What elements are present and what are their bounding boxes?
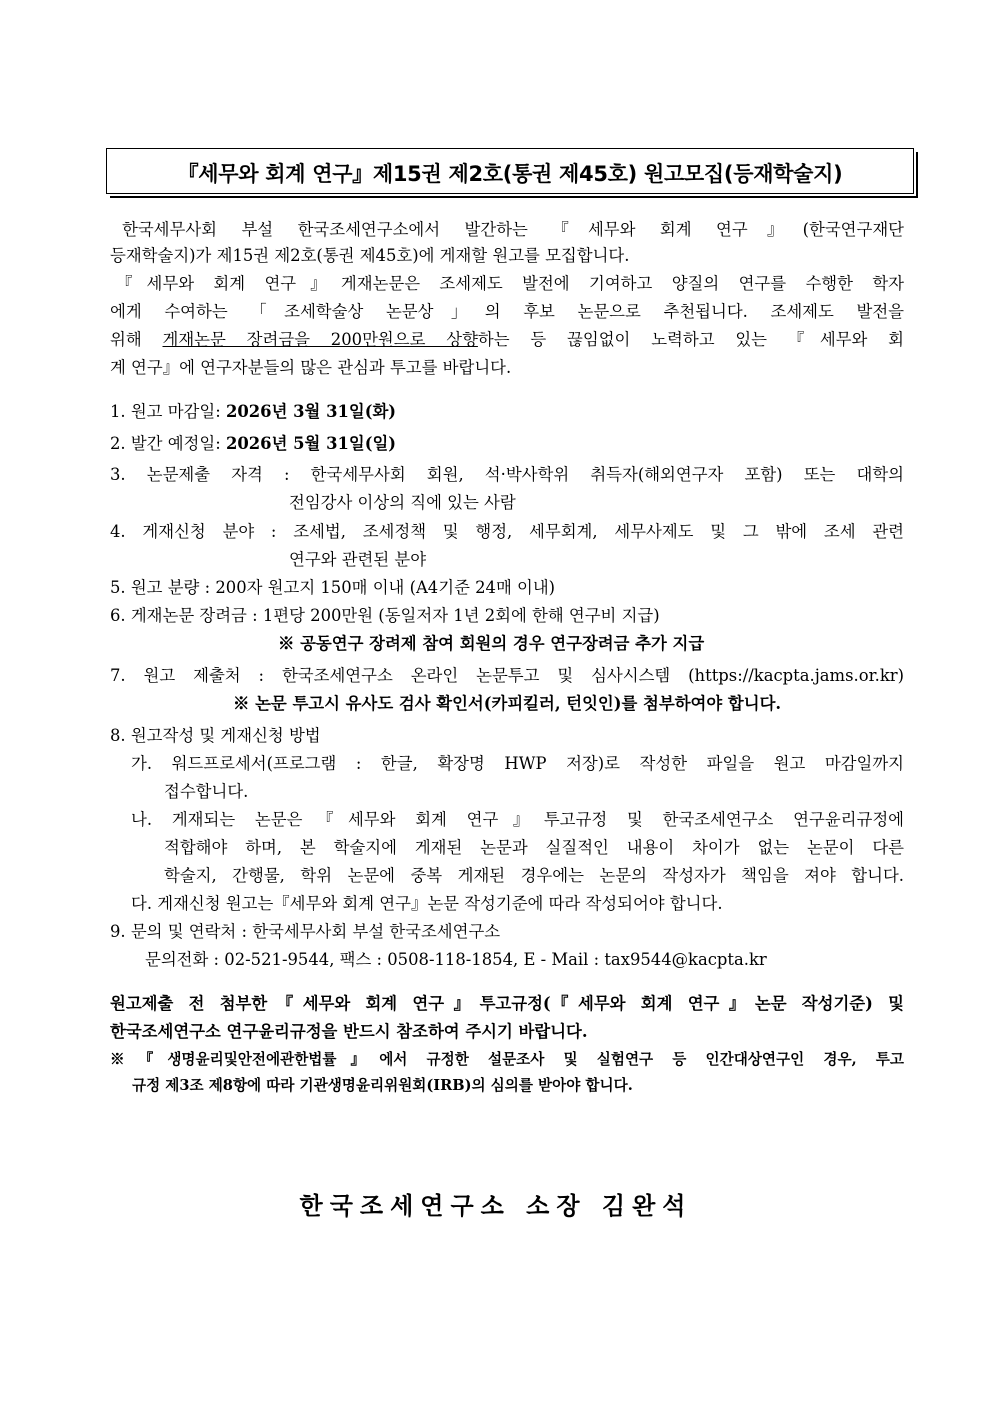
list-item-submission: 7. 원고 제출처 : 한국조세연구소 온라인 논문투고 및 심사시스템 (https://kacpta.jams.or.kr) [110, 666, 904, 685]
signature: 한국조세연구소 소장 김완석 [299, 1191, 693, 1220]
notice-line: 한국조세연구소 연구윤리규정을 반드시 참조하여 주시기 바랍니다. [110, 1022, 588, 1041]
intro-text: 위해 [110, 330, 163, 349]
list-item-length: 5. 원고 분량 : 200자 원고지 150매 이내 (A4기준 24매 이내) [110, 578, 556, 597]
sub-item-continuation: 학술지, 간행물, 학위 논문에 중복 게재된 경우에는 논문의 작성자가 책임을 져야 합니다. [164, 866, 904, 885]
notice-line: 원고제출 전 첨부한『세무와 회계 연구』투고규정(『세무와 회계 연구』논문 작성기준) 및 [110, 994, 904, 1013]
intro-line: 계 연구』에 연구자분들의 많은 관심과 투고를 바랍니다. [110, 358, 512, 377]
list-item-deadline [110, 402, 396, 422]
note-joint-research: ※ 공동연구 장려제 참여 회원의 경우 연구장려금 추가 지급 [278, 634, 705, 653]
list-item-method: 8. 원고작성 및 게재신청 방법 [110, 726, 321, 745]
item-label: 2. 발간 예정일: [110, 434, 226, 453]
page-title: 『세무와 회계 연구』제15권 제2호(통권 제45호) 원고모집(등재학술지) [177, 162, 843, 186]
list-item-contact: 9. 문의 및 연락처 : 한국세무사회 부설 한국조세연구소 [110, 922, 501, 941]
list-item-eligibility: 3. 논문제출 자격 : 한국세무사회 회원, 석·박사학위 취득자(해외연구자 포함) 또는 대학의 [110, 465, 904, 484]
notice-irb-line: 규정 제3조 제8항에 따라 기관생명윤리위원회(IRB)의 심의를 받아야 합니다. [132, 1077, 633, 1094]
sub-item: 나. 게재되는 논문은『세무와 회계 연구』투고규정 및 한국조세연구소 연구윤리규정에 [131, 810, 904, 829]
intro-line: 에게 수여하는 「조세학술상 논문상」의 후보 논문으로 추천됩니다. 조세제도 발전을 [110, 302, 904, 321]
contact-details: 문의전화 : 02-521-9544, 팩스 : 0508-118-1854, E - Mail : tax9544@kacpta.kr [145, 950, 767, 969]
sub-item-continuation: 적합해야 하며, 본 학술지에 게재된 논문과 실질적인 내용이 차이가 없는 논문이 다른 [164, 838, 904, 857]
note-similarity-check: ※ 논문 투고시 유사도 검사 확인서(카피킬러, 턴잇인)를 첨부하여야 합니다. [233, 694, 782, 713]
list-item-continuation: 연구와 관련된 분야 [289, 550, 427, 569]
list-item-publication-date [110, 434, 396, 454]
title-box [106, 148, 914, 194]
notice-irb-line: ※『생명윤리및안전에관한법률』에서 규정한 설문조사 및 실험연구 등 인간대상연구인 경우, 투고 [110, 1051, 904, 1068]
sub-item-continuation: 접수합니다. [164, 782, 249, 801]
intro-line: 등재학술지)가 제15권 제2호(통권 제45호)에 게재할 원고를 모집합니다. [110, 246, 630, 265]
list-item-continuation: 전임강사 이상의 직에 있는 사람 [289, 493, 516, 512]
item-value: 2026년 5월 31일(일) [225, 434, 397, 453]
list-item-field: 4. 게재신청 분야 : 조세법, 조세정책 및 행정, 세무회계, 세무사제도 및 그 밖에 조세 관련 [110, 522, 904, 541]
sub-item: 다. 게재신청 원고는『세무와 회계 연구』논문 작성기준에 따라 작성되어야 합니다. [131, 894, 723, 913]
intro-underlined-text: 게재논문 장려금을 200만원으로 상향 [162, 330, 478, 349]
intro-line [110, 330, 904, 350]
sub-item: 가. 워드프로세서(프로그램 : 한글, 확장명 HWP 저장)로 작성한 파일을 원고 마감일까지 [131, 754, 904, 773]
intro-line: 한국세무사회 부설 한국조세연구소에서 발간하는 『세무와 회계 연구』(한국연구재단 [122, 220, 904, 239]
intro-line: 『세무와 회계 연구』게재논문은 조세제도 발전에 기여하고 양질의 연구를 수행한 학자 [116, 274, 904, 293]
item-value: 2026년 3월 31일(화) [225, 402, 397, 421]
intro-text: 하는 등 끊임없이 노력하고 있는 『세무와 회 [477, 330, 904, 349]
item-label: 1. 원고 마감일: [110, 402, 226, 421]
list-item-grant: 6. 게재논문 장려금 : 1편당 200만원 (동일저자 1년 2회에 한해 연구비 지급) [110, 606, 660, 625]
